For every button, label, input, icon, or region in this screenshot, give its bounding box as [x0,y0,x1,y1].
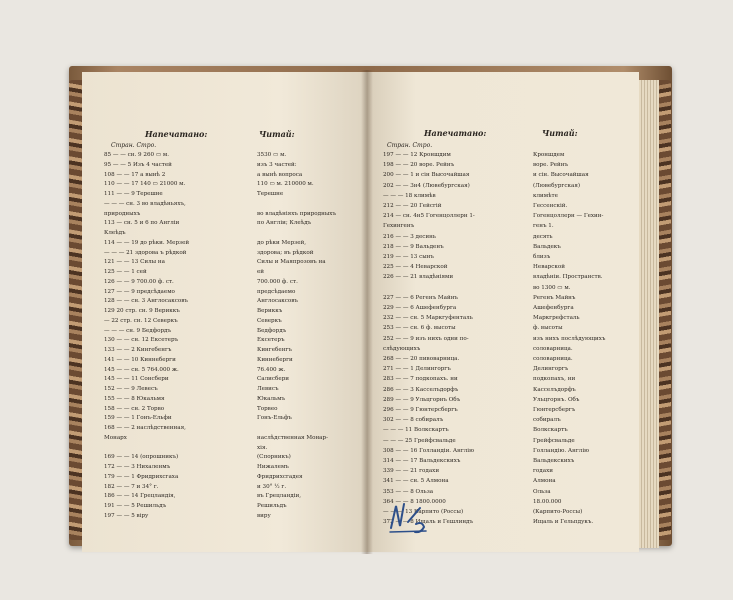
errata-correction-text: (Карпито-Россы) [533,509,583,515]
errata-printed-text: 108 — — 17 а вынѣ 2 [104,171,166,178]
errata-correction-text: Вальдекъ [533,243,561,250]
errata-correction-text: 3530 ▭ м. [257,152,287,158]
errata-printed-text: 133 — — 2 Кингебенгъ [104,347,172,353]
errata-correction-text: Гессенскій. [533,203,568,209]
errata-correction-text: Нижалемъ [257,464,289,470]
errata-correction-text: Торвео [257,405,278,412]
errata-printed-text: 229 — — 6 Ашефенбурга [383,305,457,311]
errata-correction-text: предсѣдаемо [257,288,296,295]
errata-correction-text: 18.00.000 [533,498,562,505]
errata-printed-text: 218 — — 9 Вальденъ [383,243,444,250]
errata-correction-text: Гогенцоллерн — Гехин- [533,213,604,220]
errata-printed-text: 283 — — 7 подкопахъ. ни [383,376,458,383]
errata-printed-text: 127 — — 9 предсѣдаемо [104,288,175,295]
errata-printed-text: 111 — — 9 Терешне [104,191,163,197]
left-header-printed: Напечатано: [145,129,208,139]
errata-printed-text: 155 — — 8 Юкальмя [104,395,165,402]
errata-printed-text: Монарх [104,434,127,441]
errata-printed-text: 302 — — 8 собиралъ [383,417,444,424]
errata-correction-text: Маркгрефсталь [533,315,580,322]
errata-correction-text: изъ 3 частей: [257,161,297,168]
errata-printed-text: 197 — — 5 вiру [104,512,149,519]
errata-correction-text: Фридрихсгадея [257,473,303,480]
errata-printed-text: природныхъ [104,210,141,217]
page-edges [639,80,659,548]
errata-correction-text: Неварской [533,264,565,271]
errata-correction-text: Ищаль и Гельпдукъ. [533,519,594,526]
errata-printed-text: 145 — — сн. 5 764.000 ж. [104,366,179,373]
errata-correction-text: (Спорникъ) [257,454,291,461]
errata-correction-text: Киннеберги [257,356,293,363]
left-subheader: Стран. Стро. [111,142,157,149]
errata-correction-text: и сін. Высочайшая [533,172,589,179]
errata-printed-text: — — — сн. 9 Бедфордъ [104,327,172,334]
errata-printed-text: 202 — — 3н4 (Лювебургская) [383,182,470,189]
errata-printed-text: 159 — — 1 Гонъ-Ельфи [104,415,172,422]
errata-correction-text: климѣте [533,192,558,199]
errata-printed-text: 186 — — 14 Грецландія, [104,493,176,500]
errata-correction-text: ф. высоты [533,325,563,332]
errata-correction-text: хія. [257,444,268,451]
errata-printed-text: 372 — — 8 Ищаль и Гешлиндъ [383,519,474,526]
errata-printed-text: 182 — — 7 и 34° г. [104,483,159,490]
errata-printed-text: 253 — — сн. 6 ф. высоты [383,325,456,332]
errata-printed-text: 197 — — 12 Кроншдим [383,152,451,158]
errata-printed-text: 227 — — 6 Регенъ Майнъ [383,294,458,301]
errata-correction-text: Гюнтерсбергъ [533,407,576,413]
errata-printed-text: 169 — — 14 (опрошникъ) [104,454,179,461]
errata-correction-text: 76.400 ж. [257,366,286,373]
errata-correction-text: Северкъ [257,317,282,324]
errata-correction-text: наслѣдственная Монар- [257,434,328,441]
errata-printed-text: — — — 25 Грейфсвальде [383,437,456,444]
errata-correction-text: Ексетеръ [257,337,285,344]
right-page [367,72,639,552]
errata-correction-text: Вериккъ [257,308,283,314]
errata-printed-text: — — — 11 Волкскартъ [383,427,449,434]
errata-correction-text: Грейфсвальде [533,437,575,444]
errata-printed-text: 296 — — 9 Гюнтерсбергъ [383,407,458,413]
errata-printed-text: 172 — — 3 Нихаленмъ [104,464,171,470]
errata-printed-text: 364 — — 8 1800.0000 [383,498,446,505]
errata-printed-text: 216 — — 3 десинь [383,233,436,240]
errata-correction-text: во 1300 ▭ м. [533,284,571,291]
errata-correction-text: Салисбери [257,376,290,383]
errata-printed-text: 353 — — 8 Ольза [383,488,434,495]
errata-correction-text: собиралъ [533,417,561,424]
errata-correction-text: генъ 1. [533,223,554,230]
errata-printed-text: — — — 18 климѣв [383,192,436,199]
errata-correction-text: Голландію. Англію [533,447,590,454]
errata-correction-text: ей [257,269,265,275]
errata-correction-text: Ульцгорнъ. Объ [533,396,580,403]
errata-correction-text: соловарница. [533,356,573,362]
errata-printed-text: 145 — — 11 Сонсбери [104,376,169,383]
errata-correction-text: десять [533,233,553,240]
errata-printed-text: 252 — — 9 изъ нихъ одни по- [383,335,469,342]
handwritten-mark [386,498,430,536]
marbled-edge-left [69,80,83,540]
errata-correction-text: Решильдъ [257,503,287,509]
errata-correction-text: Силы и Маяпрозовъ на [257,259,326,266]
errata-printed-text: 128 — — сн. 3 Англосаксовъ [104,298,188,305]
errata-correction-text: Кроншдем [533,152,565,158]
errata-printed-text: 200 — — 1 и сін Высочайшая [383,172,470,179]
errata-correction-text: 700.000 ф. ст. [257,278,298,285]
left-page [82,72,367,552]
errata-correction-text: здорова; въ рѣдкой [257,249,314,256]
errata-printed-text: 286 — — 3 Касселъдорфъ [383,386,459,393]
errata-correction-text: (Лювебургская) [533,182,581,189]
errata-correction-text: близъ [533,254,551,260]
errata-printed-text: 225 — — 4 Неварской [383,264,448,271]
errata-printed-text: Гехингенъ [383,223,415,230]
errata-printed-text: 152 — — 9 Левесъ [104,386,158,392]
errata-correction-text: Ашефенбурга [533,305,574,311]
errata-printed-text: 179 — — 1 Фридрихсгаха [104,473,179,480]
errata-correction-text: Касселъдорфъ [533,386,576,393]
errata-printed-text: — — — 13 Карпито (Россы) [383,509,464,515]
errata-printed-text: 121 — — 13 Силы на [104,259,165,266]
errata-printed-text: 85 — — сн. 9 260 ▭ м. [104,152,170,158]
errata-printed-text: 232 — — сн. 5 Маркгуфенталь [383,315,473,322]
errata-correction-text: Алмона [533,478,556,485]
errata-printed-text: слѣдующихъ [383,345,421,352]
errata-correction-text: владѣніи. Пространств. [533,274,603,281]
errata-correction-text: Левисъ [257,386,279,392]
errata-printed-text: 226 — — 21 владѣніями [383,274,454,281]
errata-correction-text: Регенъ Майнъ [533,294,576,301]
errata-printed-text: 126 — — 9 700.00 ф. ст. [104,278,174,285]
errata-printed-text: 191 — — 5 Решильдъ [104,503,167,509]
errata-printed-text: 125 — — 1 сей [104,269,147,275]
errata-printed-text: 114 — — 19 до рѣки. Мерзей [104,239,190,246]
errata-correction-text: воре. Рейнъ [533,162,569,169]
errata-correction-text: Вальдекскихъ [533,458,575,464]
errata-printed-text: 130 — — сн. 12 Ексетеръ [104,337,179,344]
errata-correction-text: Кингебенгъ [257,347,292,353]
errata-printed-text: 212 — — 20 Гейсгій [383,203,442,209]
right-header-printed: Напечатано: [424,128,487,138]
errata-correction-text: соловарница. [533,345,573,352]
errata-correction-text: виру [257,512,271,519]
errata-correction-text: Ольза [533,488,551,495]
errata-printed-text: Клеѣдъ [104,230,126,236]
errata-printed-text: 214 — сн. 4н5 Гогенцоллерн 1- [383,213,475,220]
errata-correction-text: по Англіи; Клеѣдъ [257,220,312,227]
errata-printed-text: — 22 стр. сн. 12 Северкъ [104,317,178,324]
errata-correction-text: 110 ▭ м. 210000 м. [257,181,314,188]
errata-printed-text: 110 — — 17 140 ▭ 21000 м. [104,181,186,188]
errata-printed-text: 95 — — 5 Изъ 4 частей [104,161,172,168]
left-header-read: Читай: [259,129,295,139]
errata-correction-text: подкопахъ, ни [533,376,576,383]
book-gutter [361,70,373,554]
errata-printed-text: 268 — — 20 пивоварница. [383,356,460,362]
errata-correction-text: а вынѣ вопроса [257,171,303,178]
errata-printed-text: 129 20 стр. сн. 9 Вериккъ [104,308,180,314]
errata-correction-text: во владѣніяхъ природныхъ [257,210,337,217]
errata-printed-text: 339 — — 21 годахи [383,468,440,475]
errata-printed-text: 289 — — 9 Ульцгорнъ Объ [383,396,461,403]
errata-correction-text: Англосаксовъ [257,298,298,305]
errata-printed-text: 168 — — 2 наслѣдственная, [104,425,186,431]
errata-correction-text: Терешне [257,191,284,197]
right-header-read: Читай: [542,128,578,138]
errata-correction-text: въ Грецландіи, [257,493,302,500]
errata-printed-text: 141 — — 10 Киннеберги [104,356,176,363]
errata-printed-text: 113 — сн. 5 и 6 по Англіи [104,220,180,227]
errata-correction-text: Волкскартъ [533,427,568,434]
errata-correction-text: Бедфордъ [257,327,287,334]
errata-printed-text: — — — 21 здорова ъ рѣдкой [104,249,187,256]
right-subheader: Стран. Стро. [387,142,433,149]
errata-printed-text: — — — сн. 3 во владѣньяхъ, [104,200,186,207]
errata-printed-text: 314 — — 17 Вальдекскихъ [383,458,461,464]
errata-printed-text: 158 — — сн. 2 Торво [104,405,165,412]
errata-printed-text: 219 — — 13 сынъ [383,254,434,260]
errata-printed-text: 308 — — 16 Голландіи. Англію [383,447,474,454]
errata-correction-text: Делингоргъ [533,366,569,373]
errata-correction-text: изъ нихъ послѣдующихъ [533,335,606,342]
errata-printed-text: 198 — — 20 воре. Рейнъ [383,162,455,169]
errata-correction-text: Юкальмъ [257,395,286,402]
errata-printed-text: 341 — — сн. 5 Алмона [383,478,449,485]
errata-printed-text: 271 — — 1 Делингоргъ [383,366,451,373]
errata-correction-text: годахи [533,468,553,475]
errata-correction-text: и 30° ½ г. [257,483,287,490]
errata-correction-text: Гонъ-Ельфъ [257,415,292,422]
errata-correction-text: до рѣки Мерзей, [257,239,307,246]
